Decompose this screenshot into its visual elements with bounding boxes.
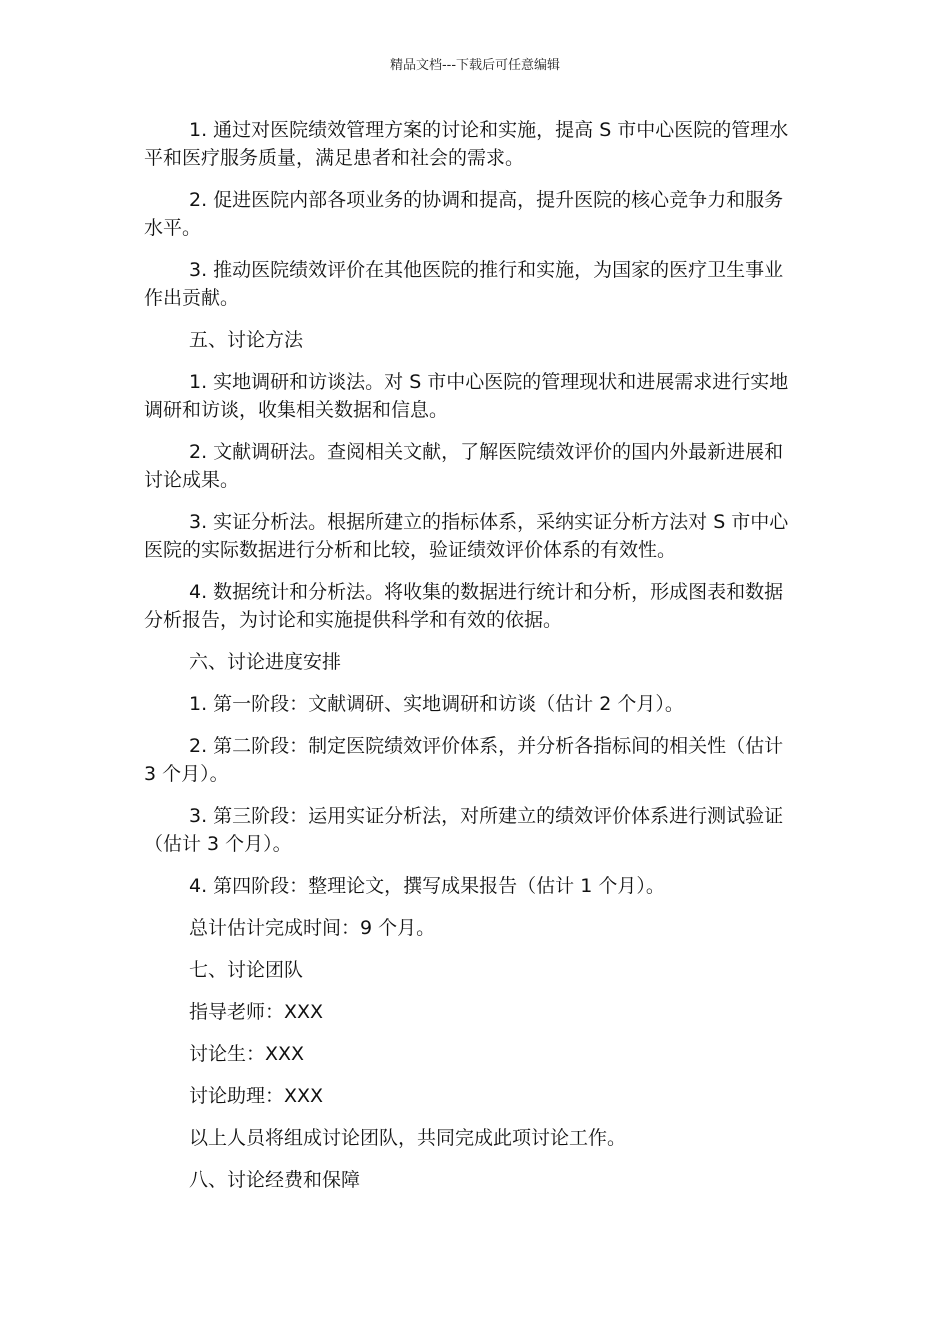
paragraph-stage-4: 4. 第四阶段：整理论文，撰写成果报告（估计 1 个月）。 — [189, 875, 665, 897]
paragraph-goal-2: 2. 促进医院内部各项业务的协调和提高，提升医院的核心竞争力和服务水平。 — [144, 189, 784, 239]
paragraph-student: 讨论生：XXX — [189, 1043, 305, 1065]
paragraph-advisor: 指导老师：XXX — [189, 1001, 324, 1023]
paragraph-method-2: 2. 文献调研法。查阅相关文献，了解医院绩效评价的国内外最新进展和讨论成果。 — [144, 441, 784, 491]
paragraph-goal-1: 1. 通过对医院绩效管理方案的讨论和实施，提高 S 市中心医院的管理水平和医疗服务质量，满足患者和社会的需求。 — [144, 119, 789, 169]
paragraph-total-time: 总计估计完成时间：9 个月。 — [189, 917, 436, 939]
section-heading-methods: 五、讨论方法 — [189, 329, 304, 351]
paragraph-method-1: 1. 实地调研和访谈法。对 S 市中心医院的管理现状和进展需求进行实地调研和访谈，收集相关数据和信息。 — [144, 371, 789, 421]
section-heading-schedule: 六、讨论进度安排 — [189, 651, 342, 673]
paragraph-stage-2: 2. 第二阶段：制定医院绩效评价体系，并分析各指标间的相关性（估计 3 个月）。 — [144, 735, 784, 785]
paragraph-team-summary: 以上人员将组成讨论团队，共同完成此项讨论工作。 — [189, 1127, 627, 1149]
page-header: 精品文档---下载后可任意编辑 — [389, 58, 561, 73]
paragraph-goal-3: 3. 推动医院绩效评价在其他医院的推行和实施，为国家的医疗卫生事业作出贡献。 — [144, 259, 784, 309]
paragraph-method-3: 3. 实证分析法。根据所建立的指标体系，采纳实证分析方法对 S 市中心医院的实际数据进行分析和比较，验证绩效评价体系的有效性。 — [144, 511, 789, 561]
paragraph-assistant: 讨论助理：XXX — [189, 1085, 324, 1107]
paragraph-method-4: 4. 数据统计和分析法。将收集的数据进行统计和分析，形成图表和数据分析报告，为讨论和实施提供科学和有效的依据。 — [144, 581, 784, 631]
paragraph-stage-1: 1. 第一阶段：文献调研、实地调研和访谈（估计 2 个月）。 — [189, 693, 684, 715]
section-heading-team: 七、讨论团队 — [189, 959, 304, 981]
section-heading-funding: 八、讨论经费和保障 — [189, 1169, 361, 1191]
paragraph-stage-3: 3. 第三阶段：运用实证分析法，对所建立的绩效评价体系进行测试验证（估计 3 个月）。 — [144, 805, 784, 855]
document-body — [144, 116, 800, 1208]
